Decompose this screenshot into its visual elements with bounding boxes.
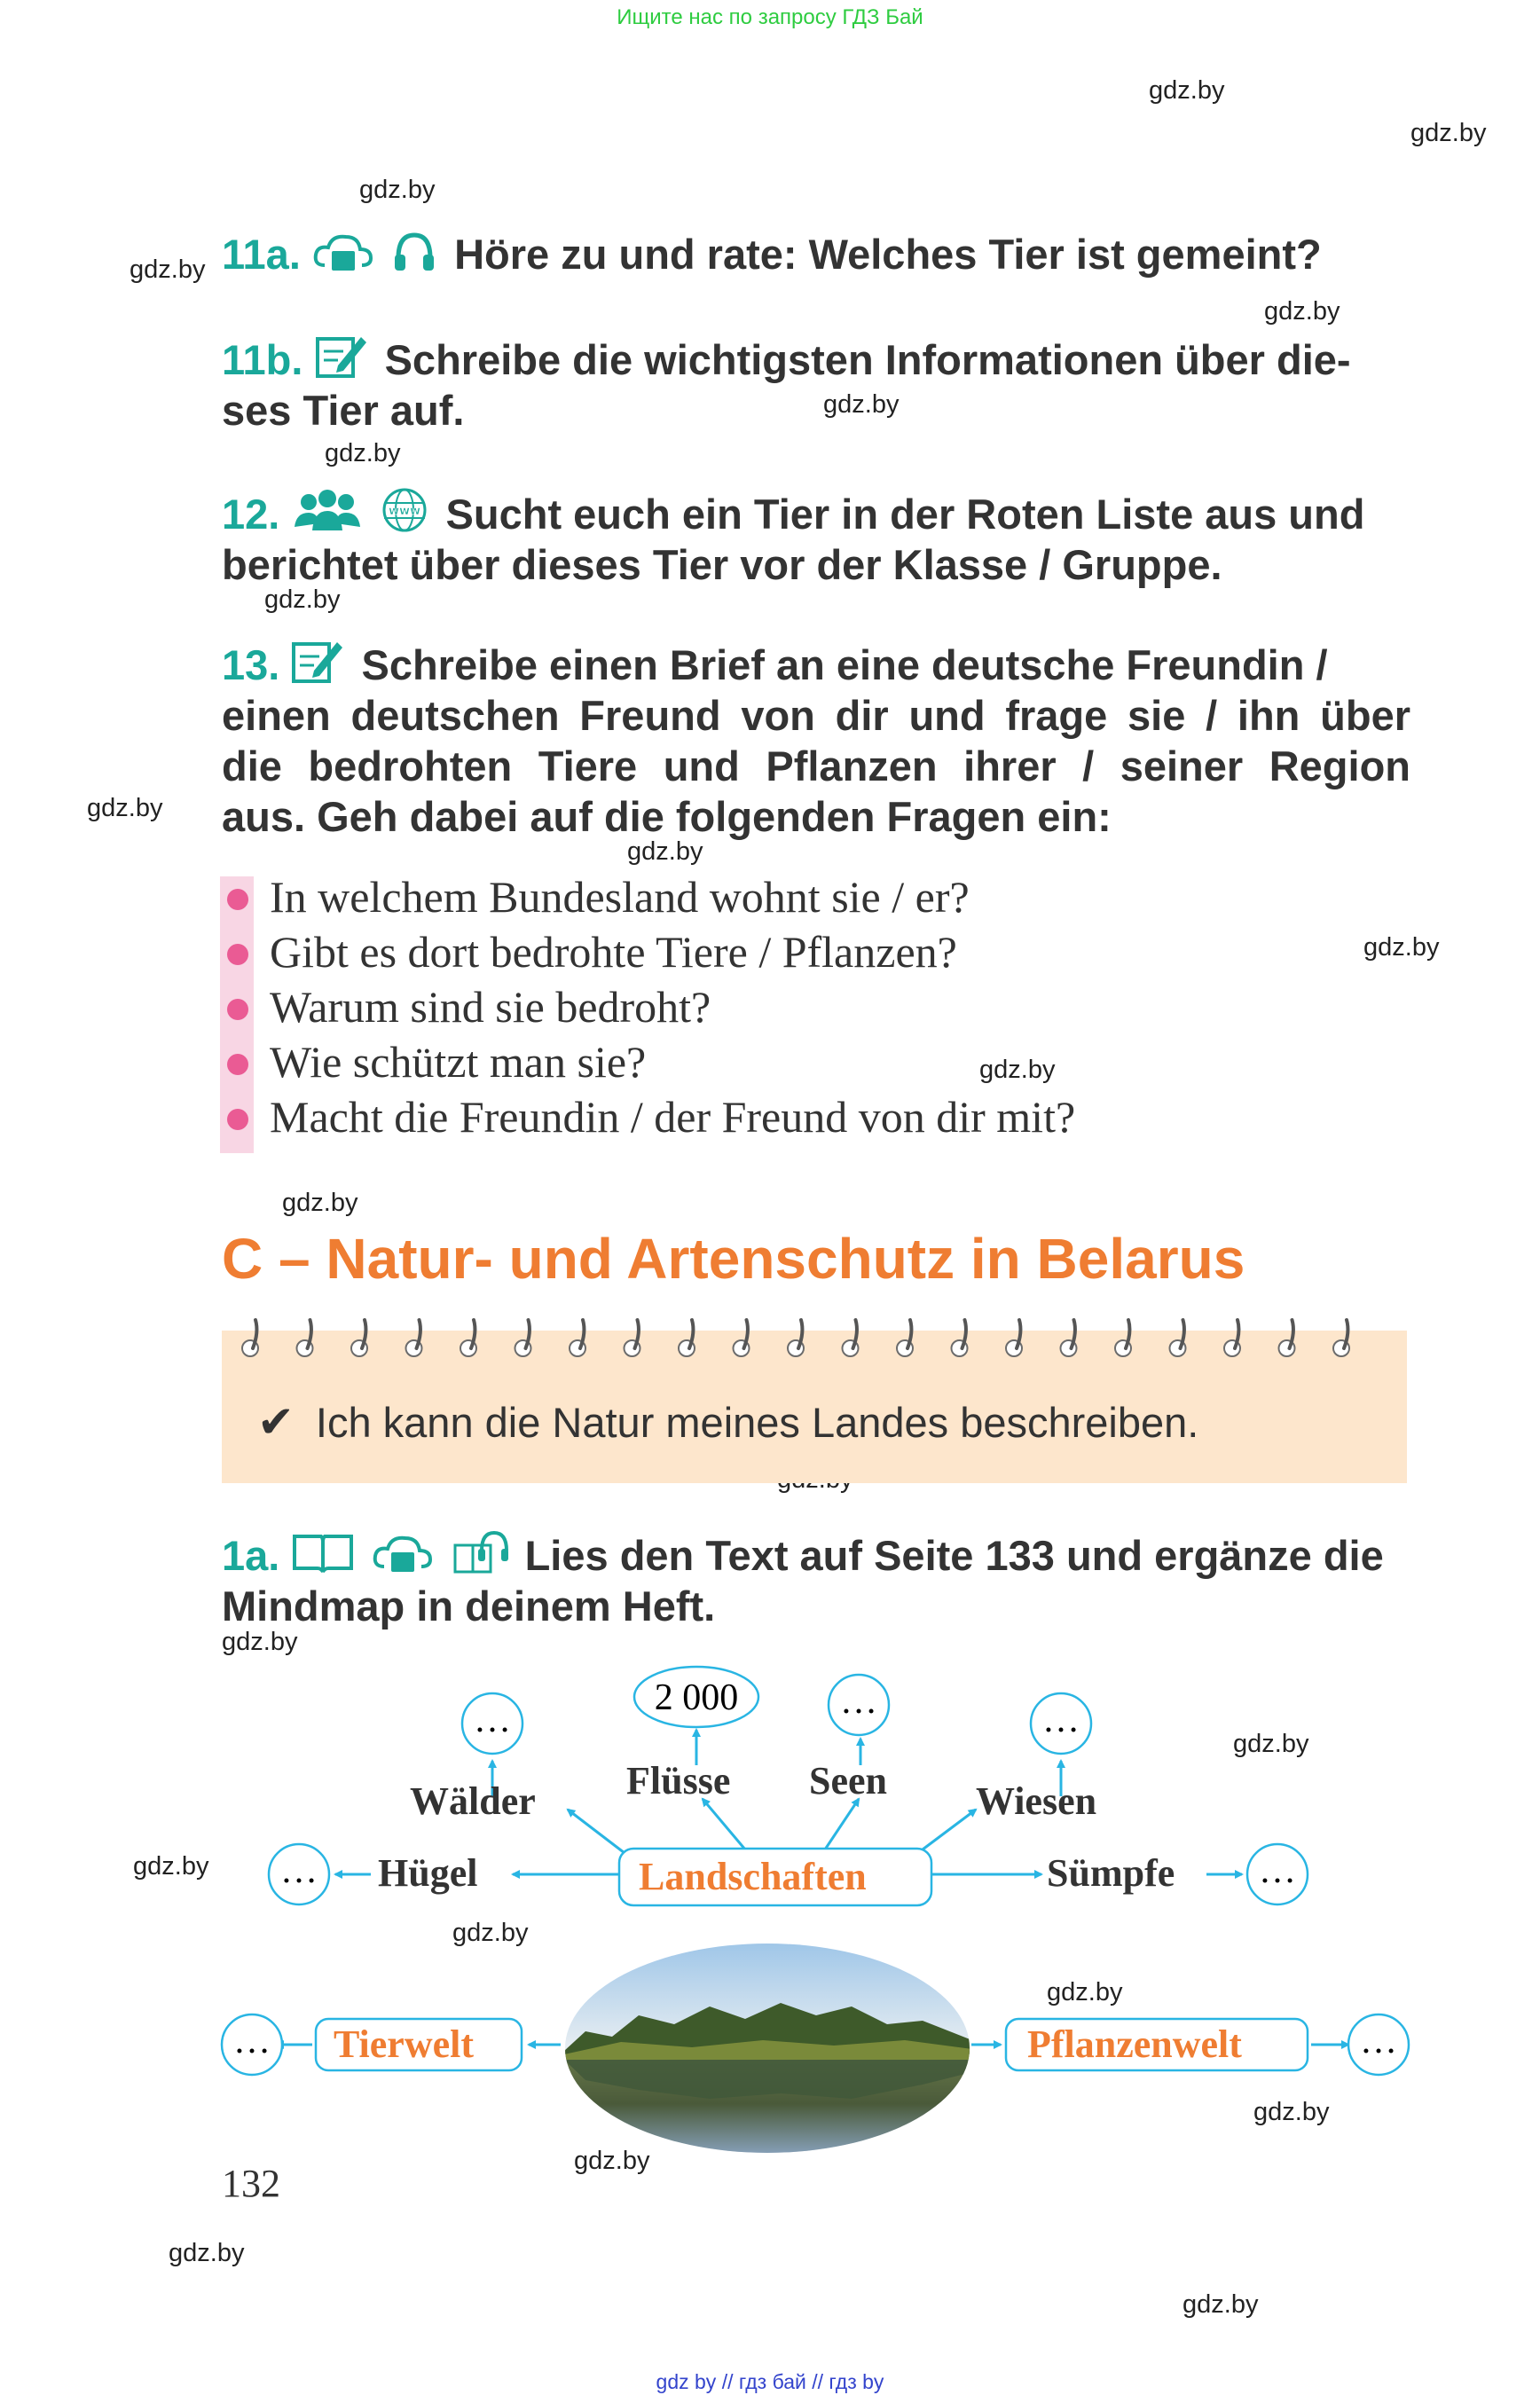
- watermark: gdz.by: [627, 837, 703, 866]
- mindmap-label-pflanzenwelt: Pflanzenwelt: [1027, 2022, 1242, 2066]
- svg-text:…: …: [1259, 1850, 1296, 1891]
- task-number: 1a.: [222, 1532, 280, 1579]
- task-number: 11a.: [222, 231, 301, 278]
- mindmap-label-fluesse: Flüsse: [626, 1759, 731, 1802]
- placeholder-circle: [1348, 2014, 1409, 2075]
- watermark: gdz.by: [1149, 76, 1225, 105]
- list-item: Warum sind sie bedroht?: [220, 981, 1373, 1036]
- watermark: gdz.by: [574, 2147, 650, 2175]
- checkmark-icon: ✔: [257, 1397, 295, 1447]
- svg-text:www: www: [389, 505, 421, 518]
- task-text: Höre zu und rate: Welches Tier ist gemeint?: [454, 231, 1322, 278]
- watermark: gdz.by: [1233, 1730, 1309, 1758]
- placeholder-circle: [269, 1844, 329, 1904]
- svg-text:…: …: [1360, 2021, 1397, 2061]
- mindmap-label-wiesen: Wiesen: [976, 1779, 1097, 1823]
- svg-text:…: …: [233, 2021, 271, 2061]
- placeholder-circle: [1247, 1844, 1308, 1904]
- task-number: 11b.: [222, 336, 303, 383]
- goal-statement: ✔ Ich kann die Natur meines Landes beschreiben.: [257, 1397, 1199, 1447]
- watermark: gdz.by: [823, 390, 900, 419]
- mindmap-label-seen: Seen: [809, 1759, 887, 1802]
- watermark: gdz.by: [1264, 297, 1340, 326]
- svg-text:…: …: [280, 1850, 318, 1891]
- watermark: gdz.by: [452, 1919, 529, 1947]
- mindmap-label-huegel: Hügel: [378, 1851, 478, 1895]
- list-item: Wie schützt man sie?: [220, 1036, 1373, 1091]
- list-item: Macht die Freundin / der Freund von dir mit?: [220, 1091, 1373, 1146]
- watermark: gdz.by: [264, 585, 341, 614]
- lake-landscape-photo: [564, 1943, 972, 2157]
- mindmap-center-label: Landschaften: [639, 1855, 867, 1898]
- watermark: gdz.by: [1253, 2098, 1330, 2126]
- watermark: gdz.by: [133, 1852, 209, 1881]
- task-number: 13.: [222, 641, 280, 688]
- mindmap-label-waelder: Wälder: [410, 1779, 536, 1823]
- watermark: gdz.by: [325, 439, 401, 467]
- watermark: gdz.by: [1410, 119, 1487, 147]
- footer-links[interactable]: gdz by // гдз бай // гдз by: [656, 2370, 884, 2393]
- mindmap-label-suempfe: Sümpfe: [1047, 1851, 1175, 1895]
- arrow: [825, 1799, 859, 1849]
- task-text: Schreibe einen Brief an eine deutsche Freundin /: [361, 641, 1328, 688]
- svg-text:…: …: [474, 1700, 511, 1740]
- watermark: gdz.by: [1182, 2290, 1259, 2319]
- placeholder-circle: [829, 1675, 889, 1735]
- watermark: gdz.by: [169, 2239, 245, 2267]
- page-number: 132: [222, 2162, 280, 2205]
- svg-text:…: …: [840, 1681, 877, 1722]
- task-text: Mindmap in deinem Heft.: [222, 1582, 716, 1629]
- task-text: Sucht euch ein Tier in der Roten Liste aus und: [445, 491, 1365, 538]
- rivers-value-ellipse: [634, 1667, 758, 1727]
- list-item: In welchem Bundesland wohnt sie / er?: [220, 871, 1373, 926]
- watermark: gdz.by: [1363, 933, 1440, 962]
- watermark: gdz.by: [979, 1056, 1056, 1084]
- watermark: gdz.by: [222, 1628, 298, 1656]
- svg-text:…: …: [1042, 1700, 1080, 1740]
- task-text: aus. Geh dabei auf die folgenden Fragen ein:: [222, 793, 1112, 840]
- task-number: 12.: [222, 491, 280, 538]
- watermark: gdz.by: [130, 255, 206, 284]
- arrow: [703, 1799, 745, 1849]
- task-text: ses Tier auf.: [222, 387, 465, 434]
- watermark: gdz.by: [1047, 1978, 1123, 2006]
- watermark: gdz.by: [87, 794, 163, 822]
- task-text: Lies den Text auf Seite 133 und ergänze die: [524, 1532, 1384, 1579]
- task-text: Schreibe die wichtigsten Informationen über die-: [384, 336, 1351, 383]
- task-text: berichtet über dieses Tier vor der Klasse / Gruppe.: [222, 541, 1222, 588]
- list-item: Gibt es dort bedrohte Tiere / Pflanzen?: [220, 926, 1373, 981]
- svg-text:2 000: 2 000: [654, 1677, 739, 1718]
- task-text: die bedrohten Tiere und Pflanzen ihrer / seiner Region: [222, 742, 1410, 789]
- placeholder-circle: [462, 1693, 522, 1754]
- top-banner[interactable]: Ищите нас по запросу ГДЗ Бай: [617, 5, 923, 29]
- task-text: einen deutschen Freund von dir und frage sie / ihn über: [222, 692, 1410, 739]
- section-title: C – Natur- und Artenschutz in Belarus: [222, 1227, 1245, 1291]
- watermark: gdz.by: [282, 1189, 358, 1217]
- placeholder-circle: [222, 2014, 282, 2075]
- placeholder-circle: [1031, 1693, 1091, 1754]
- mindmap-label-tierwelt: Tierwelt: [334, 2022, 475, 2066]
- watermark: gdz.by: [359, 176, 436, 204]
